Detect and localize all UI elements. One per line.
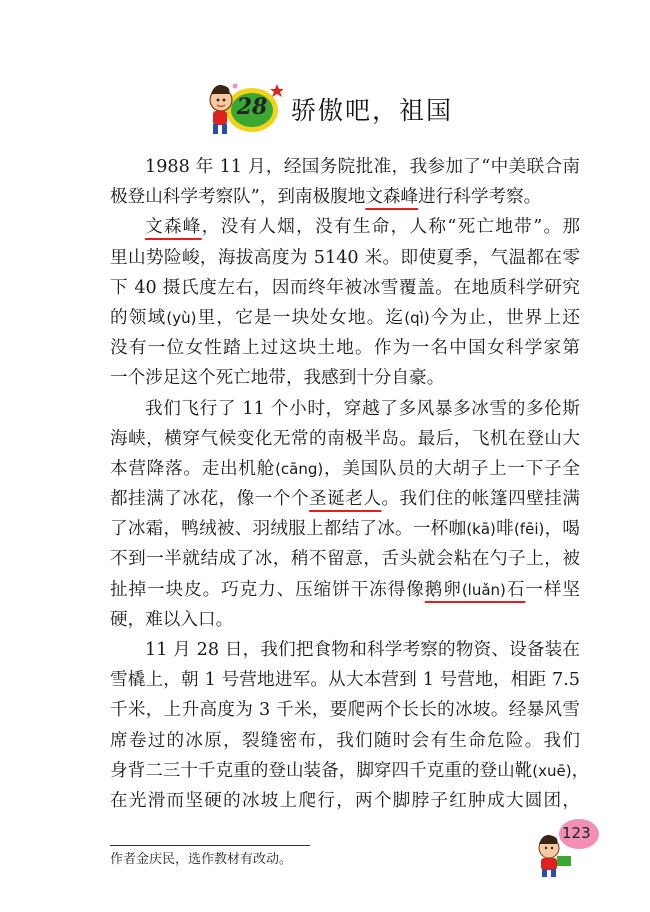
lesson-number-badge bbox=[205, 78, 283, 140]
text-line: 本营降落。走出机舱(cāng)，美国队员的大胡子上一下子全 bbox=[110, 458, 580, 479]
text-line: 我们飞行了 11 个小时，穿越了多风暴多冰雪的多伦斯 bbox=[145, 398, 580, 419]
text-line: 都挂满了冰花，像一个个圣诞老人。我们住的帐篷四壁挂满 bbox=[110, 489, 580, 510]
text-line: 的领域(yù)里，它是一块处女地。迄(qì)今为止，世界上还 bbox=[110, 307, 580, 328]
text-line: 极登山科学考察队”，到南极腹地文森峰进行科学考察。 bbox=[110, 187, 542, 208]
footnote-divider bbox=[110, 845, 310, 846]
underlined-term: 圣诞老人 bbox=[309, 489, 382, 510]
underlined-term: 鹅卵(luǎn)石 bbox=[424, 579, 526, 600]
text-line: 1988 年 11 月，经国务院批准，我参加了“中美联合南 bbox=[145, 157, 580, 177]
text-line: 在光滑而坚硬的冰坡上爬行，两个脚脖子红肿成大圆团， bbox=[110, 790, 580, 811]
article-body bbox=[110, 152, 590, 816]
lesson-title: 骄傲吧，祖国 bbox=[291, 96, 454, 125]
text-line: 11 月 28 日，我们把食物和科学考察的物资、设备装在 bbox=[145, 640, 580, 660]
text-line: 海峡，横穿气候变化无常的南极半岛。最后，飞机在登山大 bbox=[110, 428, 580, 449]
text-line: 里山势险峻，海拔高度为 5140 米。即使夏季，气温都在零 bbox=[110, 247, 580, 268]
text-line: 没有一位女性踏上过这块土地。作为一名中国女科学家第 bbox=[110, 338, 580, 359]
page-number-badge bbox=[535, 818, 605, 878]
text-line: 文森峰，没有人烟，没有生命，人称“死亡地带”。那 bbox=[145, 217, 580, 238]
text-line: 了冰霜，鸭绒被、羽绒服上都结了冰。一杯咖(kā)啡(fēi)，喝 bbox=[110, 519, 580, 540]
text-line: 一个涉足这个死亡地带，我感到十分自豪。 bbox=[110, 368, 445, 389]
underlined-term: 文森峰 bbox=[145, 217, 202, 238]
text-line: 硬，难以入口。 bbox=[110, 609, 234, 630]
page-number: 123 bbox=[562, 824, 591, 842]
text-line: 千米，上升高度为 3 千米，要爬两个长长的冰坡。经暴风雪 bbox=[110, 700, 580, 721]
footnote: 作者金庆民，选作教材有改动。 bbox=[110, 852, 293, 867]
text-line: 席卷过的冰原，裂缝密布，我们随时会有生命危险。我们 bbox=[110, 730, 580, 751]
text-line: 下 40 摄氏度左右，因而终年被冰雪覆盖。在地质科学研究 bbox=[110, 277, 580, 298]
text-line: 不到一半就结成了冰，稍不留意，舌头就会粘在勺子上，被 bbox=[110, 549, 580, 570]
lesson-number: 28 bbox=[236, 94, 268, 120]
lesson-header bbox=[205, 78, 453, 140]
text-line: 扯掉一块皮。巧克力、压缩饼干冻得像鹅卵(luǎn)石一样坚 bbox=[110, 579, 580, 600]
underlined-term: 文森峰 bbox=[365, 187, 419, 208]
text-line: 身背二三十千克重的登山装备，脚穿四千克重的登山靴(xuē)， bbox=[110, 760, 590, 781]
text-line: 雪橇上，朝 1 号营地进军。从大本营到 1 号营地，相距 7.5 bbox=[110, 670, 580, 691]
